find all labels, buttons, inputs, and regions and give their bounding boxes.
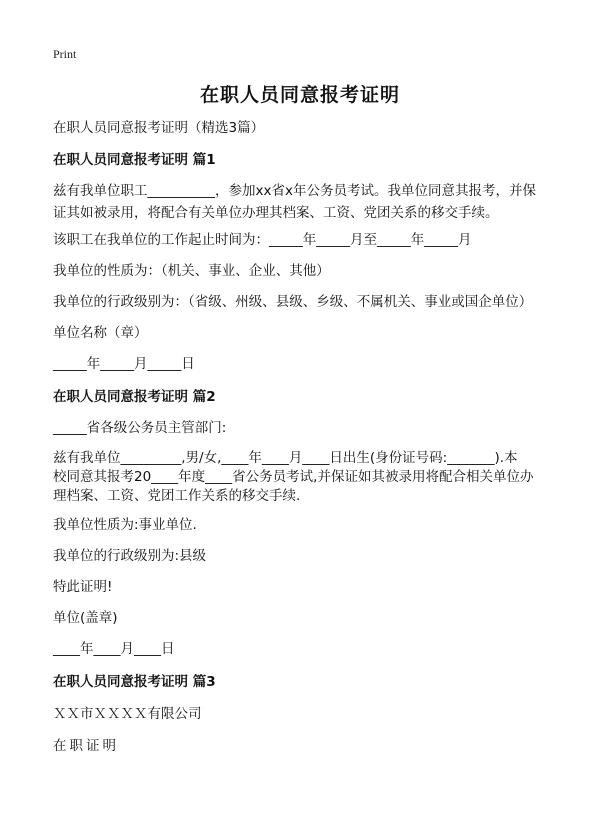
- section3-company: ＸＸ市ＸＸＸＸ有限公司: [53, 706, 202, 722]
- section2-heading: 在职人员同意报考证明 篇2: [53, 389, 216, 405]
- section2-department: _____省各级公务员主管部门:: [53, 420, 227, 436]
- section1-unit-nature: 我单位的性质为：（机关、事业、企业、其他）: [53, 263, 330, 279]
- section2-certify: 特此证明!: [53, 579, 113, 595]
- section1-work-time: 该职工在我单位的工作起止时间为：_____年_____月至_____年_____月: [53, 232, 472, 248]
- section2-date: ____年____月____日: [53, 641, 175, 657]
- section3-cert-title: 在职证明: [53, 738, 119, 754]
- section1-paragraph-line2: 证其如被录用，将配合有关单位办理其档案、工资、党团关系的移交手续。: [53, 205, 499, 221]
- page-title: 在职人员同意报考证明: [199, 84, 400, 106]
- section1-date: _____年_____月_____日: [53, 356, 195, 372]
- section2-unit-level: 我单位的行政级别为:县级: [53, 548, 207, 564]
- section2-paragraph-line2: 校同意其报考20____年度____省公务员考试,并保证如其被录用将配合相关单位办: [53, 469, 534, 485]
- section2-paragraph-line1: 兹有我单位_________,男/女,____年____月____日出生(身份证号码:_______).本: [53, 450, 518, 466]
- section1-unit-name: 单位名称（章）: [53, 325, 148, 341]
- section2-unit-nature: 我单位性质为:事业单位.: [53, 517, 197, 533]
- section2-seal: 单位(盖章): [53, 610, 118, 626]
- section2-paragraph-line3: 理档案、工资、党团工作关系的移交手续.: [53, 488, 301, 504]
- section1-paragraph-line1: 兹有我单位职工__________，参加xx省x年公务员考试。我单位同意其报考，并保: [53, 183, 536, 199]
- section1-heading: 在职人员同意报考证明 篇1: [53, 152, 216, 168]
- section1-unit-level: 我单位的行政级别为：（省级、州级、县级、乡级、不属机关、事业或国企单位）: [53, 294, 533, 310]
- section3-heading: 在职人员同意报考证明 篇3: [53, 674, 216, 690]
- print-link[interactable]: Print: [53, 47, 77, 61]
- subtitle: 在职人员同意报考证明（精选3篇）: [53, 120, 265, 136]
